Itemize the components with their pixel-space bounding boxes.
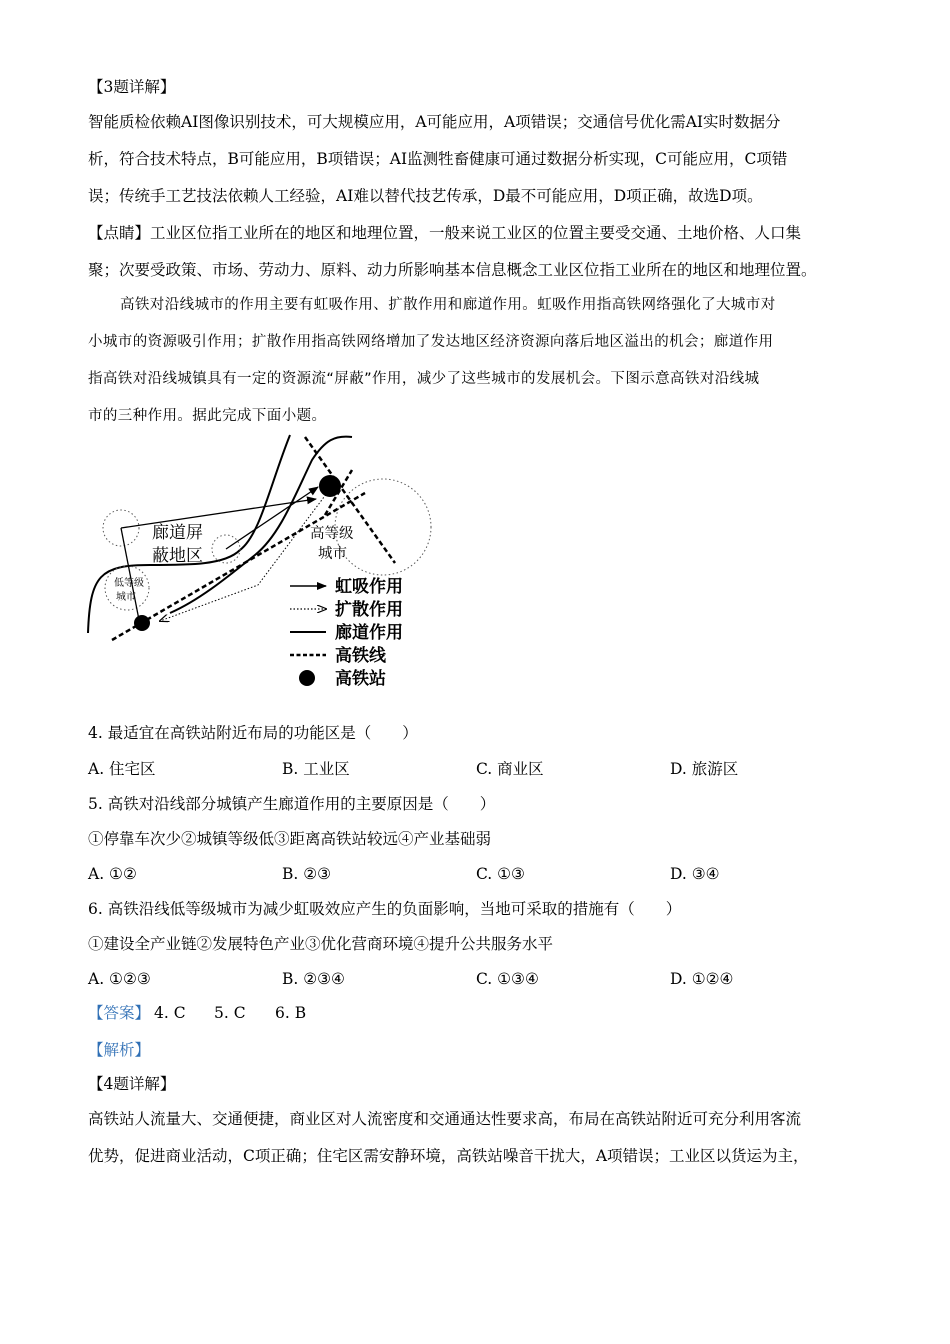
analysis-label: 【解析】 bbox=[88, 1041, 151, 1059]
legend-corridor: 廊道作用 bbox=[335, 623, 403, 643]
legend-station: 高铁站 bbox=[335, 669, 386, 689]
rail-station-low bbox=[134, 615, 150, 631]
corridor-label: 蔽地区 bbox=[152, 546, 203, 566]
high-city-label: 城市 bbox=[318, 546, 347, 562]
q4-option-a: A. 住宅区 bbox=[88, 760, 156, 778]
tip-line: 【点睛】工业区位指工业所在的地区和地理位置，一般来说工业区的位置主要受交通、土地价格、人口集 bbox=[88, 224, 802, 242]
paragraph-line: 智能质检依赖AI图像识别技术，可大规模应用，A可能应用，A项错误；交通信号优化需AI实时数据分 bbox=[88, 113, 781, 131]
intro-line: 小城市的资源吸引作用；扩散作用指高铁网络增加了发达地区经济资源向落后地区溢出的机会；廊道作用 bbox=[88, 334, 774, 350]
siphon-arrow bbox=[226, 487, 318, 549]
rail-line bbox=[112, 493, 365, 640]
intro-line: 市的三种作用。据此完成下面小题。 bbox=[88, 408, 327, 424]
section-4-heading: 【4题详解】 bbox=[88, 1075, 176, 1093]
paragraph-line: 高铁站人流量大、交通便捷，商业区对人流密度和交通通达性要求高，布局在高铁站附近可充分利用客流 bbox=[88, 1110, 802, 1128]
q5-option-c: C. ①③ bbox=[476, 865, 525, 883]
paragraph-line: 误；传统手工艺技法依赖人工经验，AI难以替代技艺传承，D最不可能应用，D项正确，故选D项。 bbox=[88, 187, 763, 205]
q6-option-b: B. ②③④ bbox=[282, 970, 345, 988]
legend bbox=[290, 576, 403, 689]
answer-6: 6. B bbox=[275, 1004, 307, 1022]
high-speed-rail-diagram bbox=[80, 425, 440, 705]
q6-option-a: A. ①②③ bbox=[88, 970, 151, 988]
q5-option-a: A. ①② bbox=[88, 865, 137, 883]
question-5-items: ①停靠车次少②城镇等级低③距离高铁站较远④产业基础弱 bbox=[88, 830, 492, 848]
rail-line bbox=[305, 437, 395, 563]
siphon-arrow bbox=[121, 528, 140, 625]
paragraph-line: 析，符合技术特点，B可能应用，B项错误；AI监测牲畜健康可通过数据分析实现，C可能应用，C项错 bbox=[88, 150, 788, 168]
rail-station-high bbox=[319, 475, 341, 497]
high-city-label: 高等级 bbox=[310, 526, 354, 542]
section-3-heading: 【3题详解】 bbox=[88, 78, 176, 96]
answer-4: 4. C bbox=[154, 1004, 186, 1022]
q4-option-d: D. 旅游区 bbox=[670, 760, 739, 778]
question-5-stem: 5. 高铁对沿线部分城镇产生廊道作用的主要原因是（ ） bbox=[88, 795, 496, 813]
question-4-stem: 4. 最适宜在高铁站附近布局的功能区是（ ） bbox=[88, 724, 418, 742]
q5-option-b: B. ②③ bbox=[282, 865, 332, 883]
answer-label: 【答案】 bbox=[88, 1004, 151, 1022]
legend-siphon: 虹吸作用 bbox=[335, 577, 403, 597]
q5-option-d: D. ③④ bbox=[670, 865, 720, 883]
paragraph-line: 优势，促进商业活动，C项正确；住宅区需安静环境，高铁站噪音干扰大，A项错误；工业区以货运为主， bbox=[88, 1147, 809, 1165]
q6-option-c: C. ①③④ bbox=[476, 970, 539, 988]
question-6-items: ①建设全产业链②发展特色产业③优化营商环境④提升公共服务水平 bbox=[88, 935, 554, 953]
legend-diffusion: 扩散作用 bbox=[335, 600, 403, 620]
intro-line: 高铁对沿线城市的作用主要有虹吸作用、扩散作用和廊道作用。虹吸作用指高铁网络强化了大城市对 bbox=[120, 297, 776, 313]
tip-line: 聚；次要受政策、市场、劳动力、原料、动力所影响基本信息概念工业区位指工业所在的地区和地理位置。 bbox=[88, 261, 817, 279]
intro-line: 指高铁对沿线城镇具有一定的资源流“屏蔽”作用，减少了这些城市的发展机会。下图示意高铁对沿线城 bbox=[88, 371, 760, 387]
low-city-label: 城市 bbox=[116, 592, 136, 603]
low-city-label: 低等级 bbox=[114, 578, 144, 589]
legend-rail: 高铁线 bbox=[335, 646, 386, 666]
q6-option-d: D. ①②④ bbox=[670, 970, 734, 988]
q4-option-b: B. 工业区 bbox=[282, 760, 350, 778]
corridor-label: 廊道屏 bbox=[152, 523, 203, 543]
question-6-stem: 6. 高铁沿线低等级城市为减少虹吸效应产生的负面影响，当地可采取的措施有（ ） bbox=[88, 900, 682, 918]
answer-5: 5. C bbox=[214, 1004, 246, 1022]
q4-option-c: C. 商业区 bbox=[476, 760, 544, 778]
